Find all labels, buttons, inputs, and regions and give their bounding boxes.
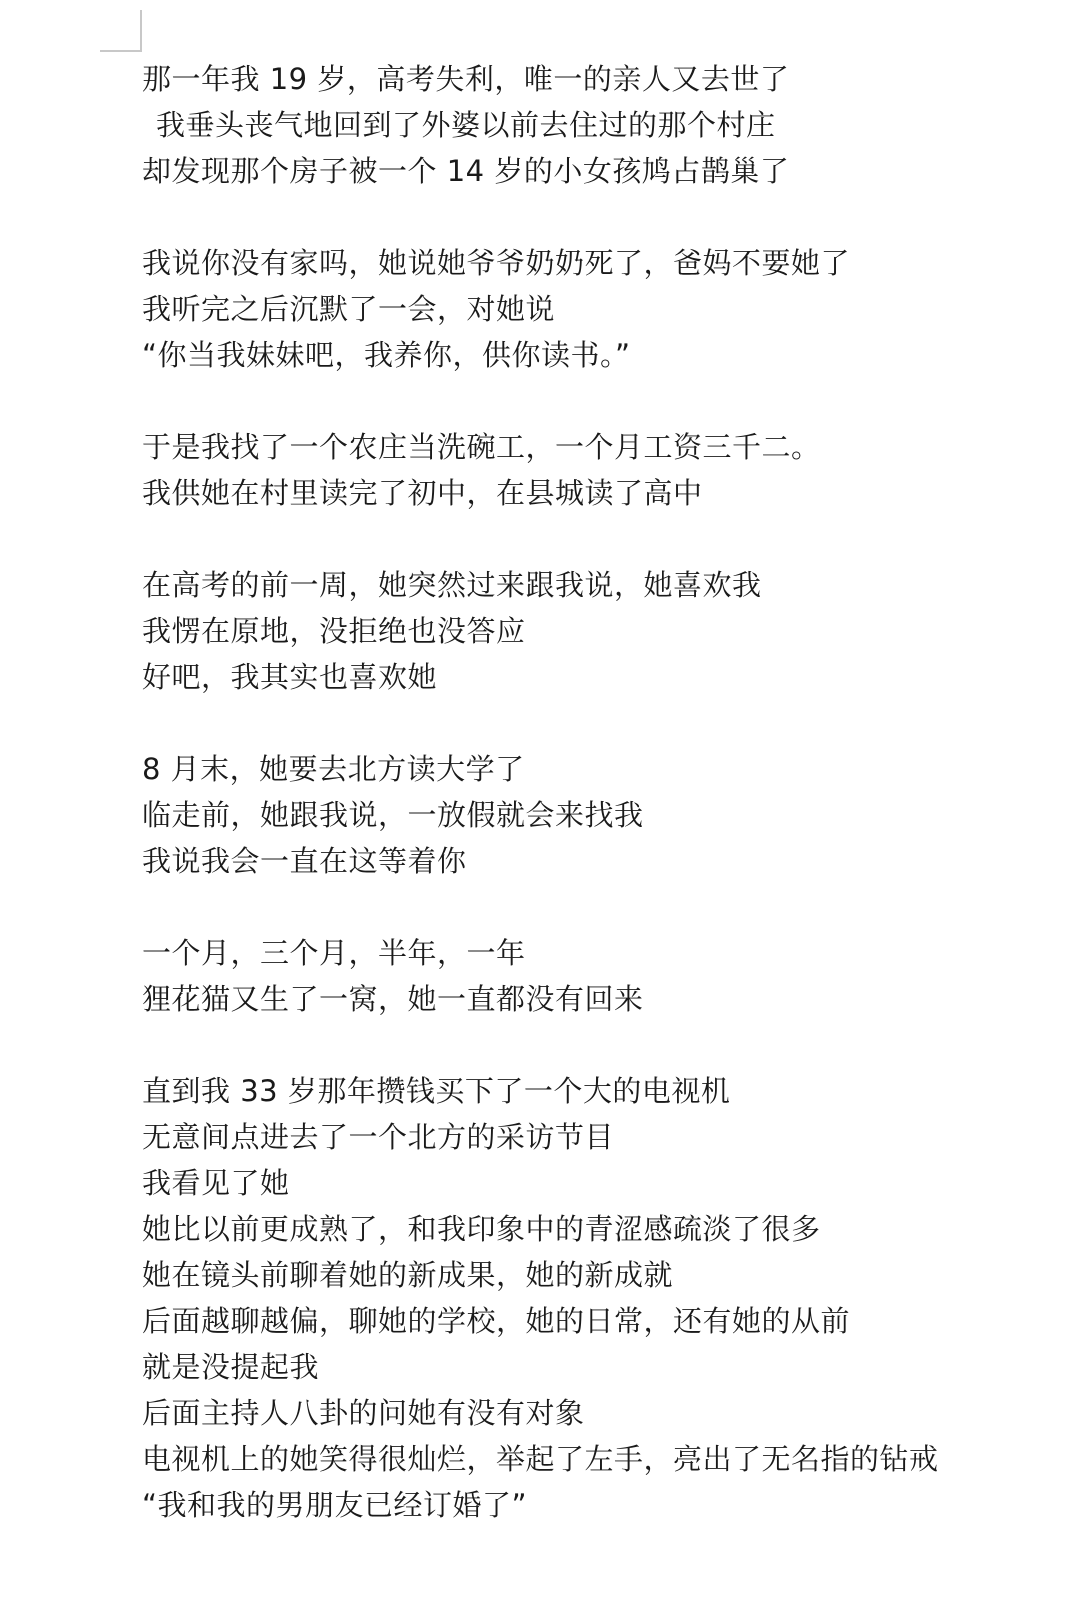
text-line: 我听完之后沉默了一会，对她说 bbox=[142, 292, 556, 326]
text-line: 电视机上的她笑得很灿烂，举起了左手，亮出了无名指的钻戒 bbox=[142, 1442, 939, 1476]
text-line: 她在镜头前聊着她的新成果，她的新成就 bbox=[142, 1258, 674, 1292]
text-line: 我愣在原地，没拒绝也没答应 bbox=[142, 614, 526, 648]
text-line: 在高考的前一周，她突然过来跟我说，她喜欢我 bbox=[142, 568, 762, 602]
blank-line bbox=[142, 1022, 1042, 1068]
text-line: 后面主持人八卦的问她有没有对象 bbox=[142, 1396, 585, 1430]
blank-line bbox=[142, 194, 1042, 240]
page-corner-marker bbox=[100, 10, 142, 52]
blank-line bbox=[142, 884, 1042, 930]
text-line: 狸花猫又生了一窝，她一直都没有回来 bbox=[142, 982, 644, 1016]
text-line: 好吧，我其实也喜欢她 bbox=[142, 660, 438, 694]
text-line: 我垂头丧气地回到了外婆以前去住过的那个村庄 bbox=[156, 108, 776, 142]
text-line: 后面越聊越偏，聊她的学校，她的日常，还有她的从前 bbox=[142, 1304, 851, 1338]
text-line: 我说你没有家吗，她说她爷爷奶奶死了，爸妈不要她了 bbox=[142, 246, 851, 280]
text-line: 那一年我 19 岁，高考失利，唯一的亲人又去世了 bbox=[142, 62, 790, 96]
text-line: 我供她在村里读完了初中，在县城读了高中 bbox=[142, 476, 703, 510]
document-body bbox=[142, 56, 1042, 1528]
text-line: 临走前，她跟我说，一放假就会来找我 bbox=[142, 798, 644, 832]
text-line: 我说我会一直在这等着你 bbox=[142, 844, 467, 878]
blank-line bbox=[142, 378, 1042, 424]
text-line: 我看见了她 bbox=[142, 1166, 290, 1200]
text-line: 就是没提起我 bbox=[142, 1350, 320, 1384]
text-line: 8 月末，她要去北方读大学了 bbox=[142, 752, 525, 786]
blank-line bbox=[142, 516, 1042, 562]
text-line: “你当我妹妹吧，我养你，供你读书。” bbox=[142, 338, 631, 372]
text-line: 一个月，三个月，半年，一年 bbox=[142, 936, 526, 970]
text-line: 直到我 33 岁那年攒钱买下了一个大的电视机 bbox=[142, 1074, 731, 1108]
text-line: 无意间点进去了一个北方的采访节目 bbox=[142, 1120, 615, 1154]
text-line: “我和我的男朋友已经订婚了” bbox=[142, 1488, 528, 1522]
blank-line bbox=[142, 700, 1042, 746]
text-line: 于是我找了一个农庄当洗碗工，一个月工资三千二。 bbox=[142, 430, 821, 464]
text-line: 却发现那个房子被一个 14 岁的小女孩鸠占鹊巢了 bbox=[142, 154, 790, 188]
text-line: 她比以前更成熟了，和我印象中的青涩感疏淡了很多 bbox=[142, 1212, 821, 1246]
